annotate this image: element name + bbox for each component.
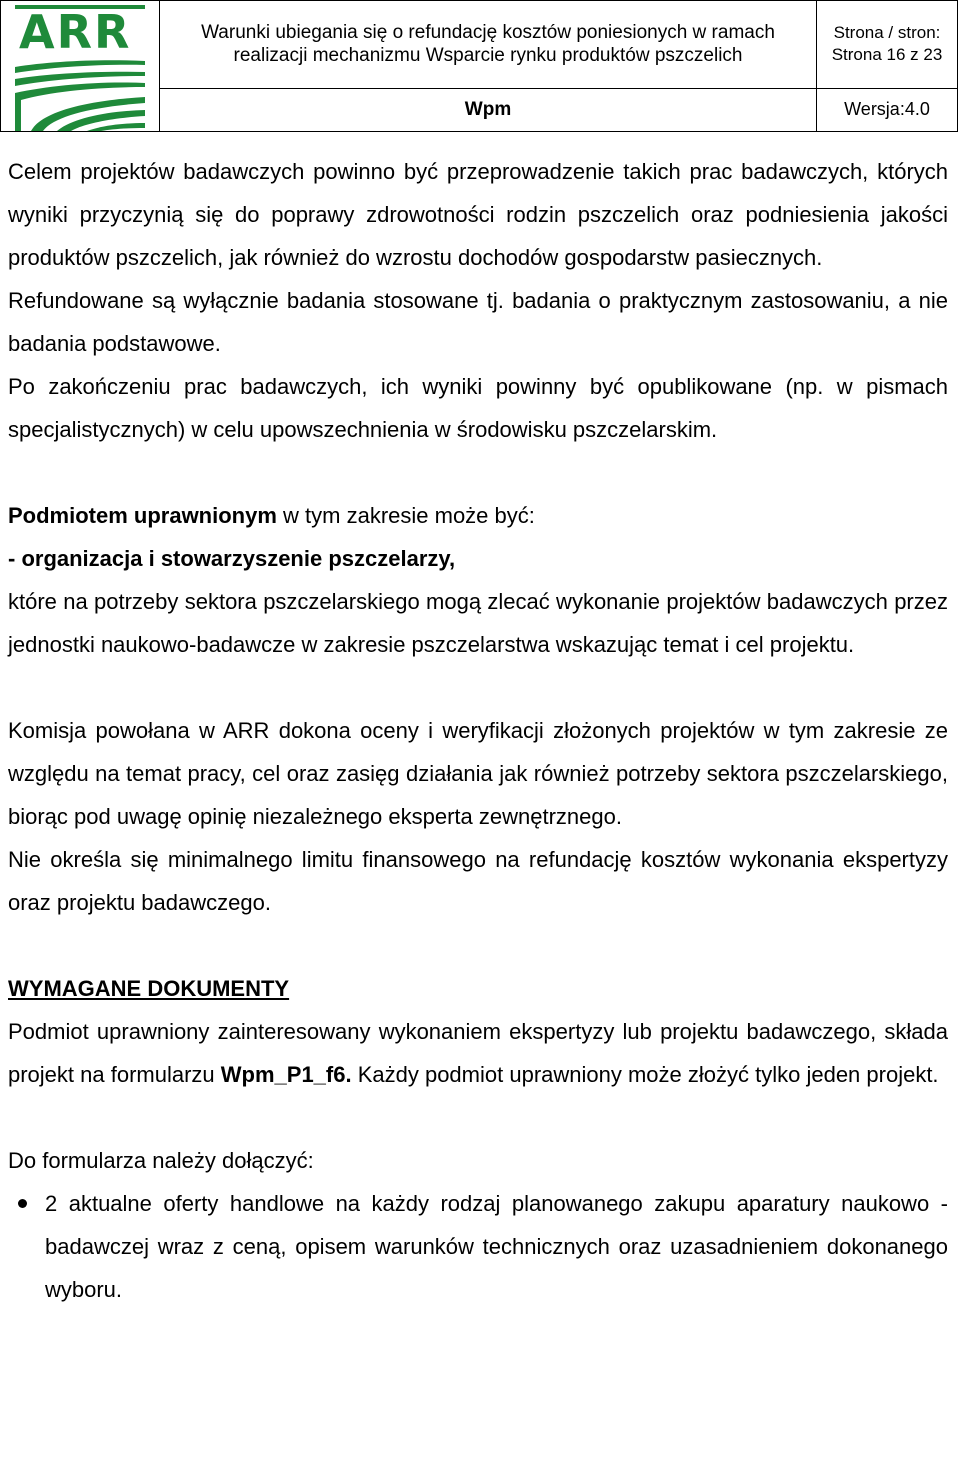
document-body bbox=[8, 150, 948, 1311]
paragraph-publication: Po zakończeniu prac badawczych, ich wyniki powinny być opublikowane (np. w pismach specjalistycznych) w celu upowszechnienia w środowisku pszczelarskim. bbox=[8, 374, 948, 442]
title-line-1: Warunki ubiegania się o refundację kosztów poniesionych w ramach bbox=[201, 22, 775, 44]
eligible-entity-bold: Podmiotem uprawnionym bbox=[8, 503, 277, 528]
paragraph-goal: Celem projektów badawczych powinno być przeprowadzenie takich prac badawczych, których wyniki przyczynią się do poprawy zdrowotności rodzin pszczelich oraz podniesienia jakości produktów pszczelich, jak również do wzrostu dochodów gospodarstw pasiecznych. bbox=[8, 159, 948, 270]
paragraph-commission-review: Komisja powołana w ARR dokona oceny i weryfikacji złożonych projektów w tym zakresie ze względu na temat pracy, cel oraz zasięg działania jak również potrzeby sektora pszczelarskiego, biorąc pod uwagę opinię niezależnego eksperta zewnętrznego. bbox=[8, 718, 948, 829]
attachments-list bbox=[8, 1182, 948, 1311]
paragraph-commission-projects: które na potrzeby sektora pszczelarskiego mogą zlecać wykonanie projektów badawczych przez jednostki naukowo-badawcze w zakresie pszczelarstwa wskazując temat i cel projektu. bbox=[8, 589, 948, 657]
application-text-start: Podmiot uprawniony zainteresowany wykonaniem ekspertyzy lub projektu badawczego, składa projekt na formularzu bbox=[8, 1019, 948, 1087]
paragraph-organization: - organizacja i stowarzyszenie pszczelarzy, bbox=[8, 546, 456, 571]
page-info bbox=[817, 1, 958, 89]
eligible-entity-rest: w tym zakresie może być: bbox=[276, 503, 535, 528]
application-text-end: Każdy podmiot uprawniony może złożyć tylko jeden projekt. bbox=[351, 1062, 939, 1087]
arr-logo bbox=[1, 1, 159, 131]
document-title bbox=[160, 1, 817, 89]
document-header bbox=[0, 0, 958, 132]
logo-cell bbox=[1, 1, 160, 132]
page-label: Strona / stron: bbox=[833, 23, 941, 43]
paragraph-refund-scope: Refundowane są wyłącznie badania stosowane tj. badania o praktycznym zastosowaniu, a nie badania podstawowe. bbox=[8, 288, 948, 356]
paragraph-eligible-entity bbox=[8, 494, 948, 537]
page-number: Strona 16 z 23 bbox=[831, 45, 943, 65]
title-line-2: realizacji mechanizmu Wsparcie rynku produktów pszczelich bbox=[233, 45, 743, 67]
list-item bbox=[8, 1182, 948, 1311]
form-code: Wpm_P1_f6. bbox=[220, 1062, 352, 1087]
paragraph-financial-limit: Nie określa się minimalnego limitu finansowego na refundację kosztów wykonania ekspertyzy oraz projektu badawczego. bbox=[8, 847, 948, 915]
logo-text: ARR bbox=[19, 5, 132, 59]
bullet-icon bbox=[18, 1199, 27, 1208]
document-code: Wpm bbox=[160, 88, 817, 131]
section-heading-documents: WYMAGANE DOKUMENTY bbox=[8, 976, 290, 1001]
list-item-text: 2 aktualne oferty handlowe na każdy rodzaj planowanego zakupu aparatury naukowo - badawczej wraz z ceną, opisem warunków technicznych oraz uzasadnieniem dokonanego wyboru. bbox=[45, 1191, 948, 1302]
paragraph-attachments-intro: Do formularza należy dołączyć: bbox=[8, 1148, 314, 1173]
paragraph-application-form bbox=[8, 1010, 948, 1096]
document-version: Wersja:4.0 bbox=[817, 88, 958, 131]
